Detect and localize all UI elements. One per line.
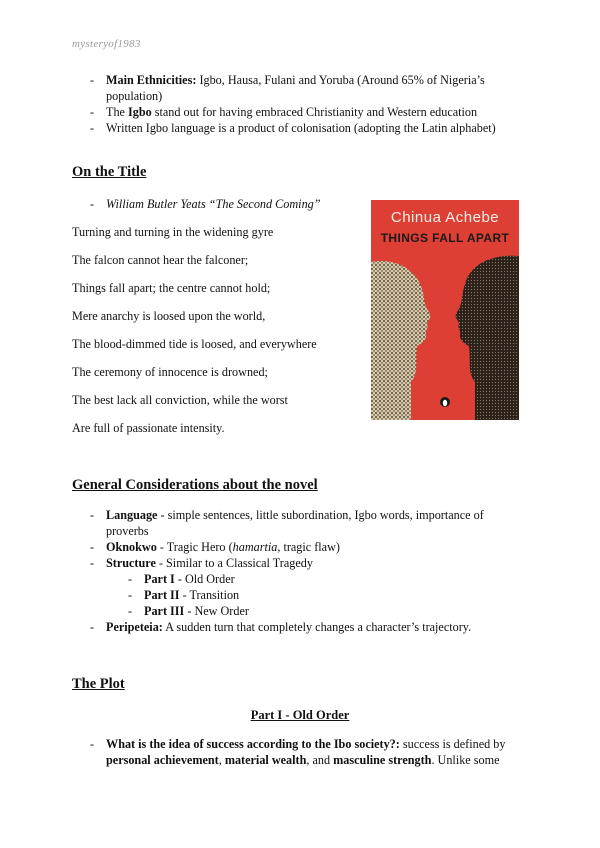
item-text: success is defined by [399, 737, 506, 751]
bold-term: What is the idea of success according to the Ibo society?: [106, 737, 400, 751]
section-heading-title: On the Title [72, 164, 147, 180]
poem-line: The falcon cannot hear the falconer; [72, 253, 249, 267]
poem-line: Turning and turning in the widening gyre [72, 225, 274, 239]
item-text: , and [306, 753, 334, 767]
bold-term: Part I [144, 572, 175, 586]
book-cover-image [371, 200, 519, 420]
list-item: - What is the idea of success according to the Ibo society?: success is defined by personal achievement, material wealth, and masculine strength. Unlike some [90, 737, 506, 767]
item-text: Written Igbo language is a product of colonisation (adopting the Latin alphabet) [106, 121, 496, 135]
item-text: . Unlike some [431, 753, 500, 767]
section-heading-general: General Considerations about the novel [72, 477, 318, 493]
bold-term: masculine strength [333, 753, 432, 767]
intro-list [72, 72, 512, 136]
cover-art [371, 252, 519, 420]
list-item: - Oknokwo - Tragic Hero (hamartia, tragic flaw) [90, 540, 340, 554]
poem-line: The best lack all conviction, while the worst [72, 393, 288, 407]
italic-term: hamartia, [232, 540, 281, 554]
item-text: , [218, 753, 225, 767]
list-item: - Main Ethnicities: Igbo, Hausa, Fulani and Yoruba (Around 65% of Nigeria’s population) [90, 73, 485, 103]
list-item: - Part III - New Order [128, 604, 249, 618]
list-item: - Structure - Similar to a Classical Tragedy [90, 556, 313, 570]
list-item: - The Igbo stand out for having embraced Christianity and Western education [90, 105, 478, 119]
cover-author: Chinua Achebe [390, 209, 500, 226]
item-text: - New Order [184, 604, 249, 618]
list-item: - Part II - Transition [128, 588, 240, 602]
poem-line: The ceremony of innocence is drowned; [72, 365, 268, 379]
plot-subheading: Part I - Old Order [250, 708, 350, 722]
section-heading-plot: The Plot [72, 676, 125, 692]
general-list [72, 507, 512, 571]
bold-term: Oknokwo [106, 540, 157, 554]
cover-title: THINGS FALL APART [380, 231, 510, 245]
peripeteia-list [72, 619, 512, 635]
bold-term: material wealth [224, 753, 307, 767]
list-item: - Language - simple sentences, little subordination, Igbo words, importance of proverbs [90, 508, 484, 538]
item-text: - Transition [179, 588, 240, 602]
bold-term: Language [106, 508, 158, 522]
bold-term: Part II [144, 588, 180, 602]
item-prefix: The [106, 105, 128, 119]
item-text: stand out for having embraced Christianity and Western education [151, 105, 478, 119]
item-text: - Tragic Hero ( [156, 540, 233, 554]
item-text: tragic flaw) [280, 540, 340, 554]
list-item: - William Butler Yeats “The Second Coming” [90, 197, 321, 211]
item-text: Igbo, Hausa, Fulani and Yoruba (Around 65% of Nigeria’s population) [106, 73, 485, 103]
bold-term: Structure [106, 556, 156, 570]
source-list [72, 196, 352, 212]
bold-term: Igbo [128, 105, 152, 119]
poem-line: Are full of passionate intensity. [72, 421, 225, 435]
bold-term: Part III [144, 604, 185, 618]
poem-line: The blood-dimmed tide is loosed, and everywhere [72, 337, 317, 351]
plot-list [72, 736, 512, 768]
bold-term: Main Ethnicities: [106, 73, 197, 87]
bold-term: personal achievement [106, 753, 219, 767]
bold-term: Peripeteia: [106, 620, 163, 634]
page-header: mysteryof1983 [72, 38, 141, 50]
item-text: A sudden turn that completely changes a character’s trajectory. [162, 620, 472, 634]
structure-sublist [72, 571, 512, 619]
list-item: - Written Igbo language is a product of colonisation (adopting the Latin alphabet) [90, 121, 496, 135]
item-text: - Old Order [174, 572, 235, 586]
list-item: - Peripeteia: A sudden turn that completely changes a character’s trajectory. [90, 620, 472, 634]
list-item: - Part I - Old Order [128, 572, 235, 586]
poem-source: William Butler Yeats “The Second Coming” [106, 197, 321, 211]
poem-line: Things fall apart; the centre cannot hold; [72, 281, 271, 295]
poem-line: Mere anarchy is loosed upon the world, [72, 309, 266, 323]
item-text: - Similar to a Classical Tragedy [155, 556, 313, 570]
item-text: - simple sentences, little subordination, Igbo words, importance of proverbs [106, 508, 484, 538]
